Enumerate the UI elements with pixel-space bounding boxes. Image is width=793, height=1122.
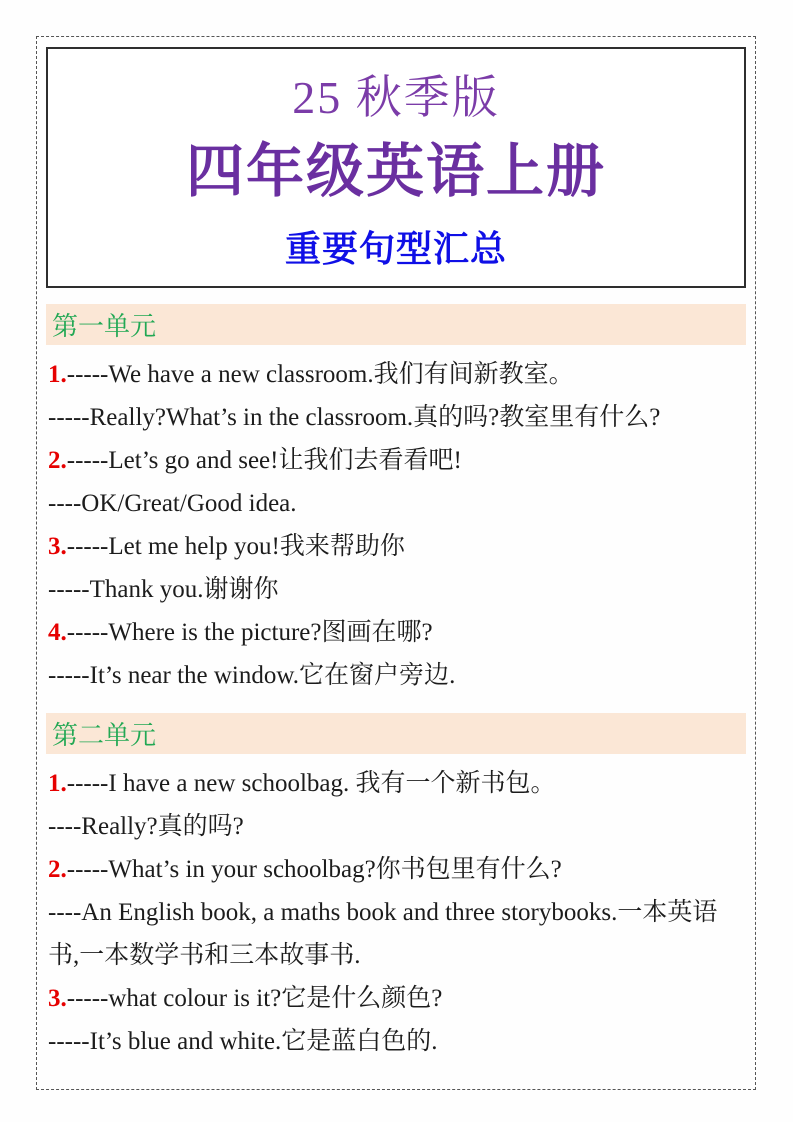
sentence-text: -----what colour is it?它是什么颜色? xyxy=(66,985,443,1012)
item-number: 3. xyxy=(48,533,67,560)
sentence-text: ----Really?真的吗? xyxy=(48,813,244,840)
item-number: 4. xyxy=(48,619,67,646)
book-title: 四年级英语上册 xyxy=(185,139,606,204)
sentence-line xyxy=(46,611,746,654)
sentence-text: -----What’s in your schoolbag?你书包里有什么? xyxy=(66,856,562,883)
edition-title: 25 秋季版 xyxy=(292,72,500,123)
sentence-line xyxy=(46,805,746,848)
sentence-text: -----We have a new classroom.我们有间新教室。 xyxy=(66,361,574,388)
sentence-text: -----It’s blue and white.它是蓝白色的. xyxy=(48,1028,438,1055)
unit-section xyxy=(46,304,746,697)
sentence-line xyxy=(46,762,746,805)
sentence-line xyxy=(46,848,746,891)
item-number: 3. xyxy=(48,985,67,1012)
sentence-text: -----Let’s go and see!让我们去看看吧! xyxy=(66,447,462,474)
sentence-line xyxy=(46,977,746,1020)
sentence-text: ----OK/Great/Good idea. xyxy=(48,490,297,517)
sentence-text: -----Really?What’s in the classroom.真的吗?教室里有什么? xyxy=(48,404,661,431)
sentence-line xyxy=(46,353,746,396)
item-number: 2. xyxy=(48,447,67,474)
sentence-line xyxy=(46,525,746,568)
unit-title-band xyxy=(46,304,746,345)
unit-section xyxy=(46,713,746,1063)
sentence-text: -----Let me help you!我来帮助你 xyxy=(66,533,405,560)
unit-title: 第一单元 xyxy=(52,312,157,341)
item-number: 1. xyxy=(48,361,67,388)
document-header xyxy=(46,47,746,288)
sentence-text: -----Thank you.谢谢你 xyxy=(48,576,279,603)
document-subtitle: 重要句型汇总 xyxy=(284,229,507,269)
sentence-text: ----An English book, a maths book and three storybooks.一本英语书,一本数学书和三本故事书. xyxy=(48,899,718,969)
item-number: 2. xyxy=(48,856,67,883)
sentence-line xyxy=(46,439,746,482)
sentence-text: -----I have a new schoolbag. 我有一个新书包。 xyxy=(66,770,556,797)
unit-title-band xyxy=(46,713,746,754)
unit-title: 第二单元 xyxy=(52,721,157,750)
sentence-line xyxy=(46,891,746,977)
sentence-line xyxy=(46,1020,746,1063)
sentence-line xyxy=(46,482,746,525)
sentence-line xyxy=(46,654,746,697)
sentence-line xyxy=(46,568,746,611)
sentence-text: -----It’s near the window.它在窗户旁边. xyxy=(48,662,456,689)
sentence-text: -----Where is the picture?图画在哪? xyxy=(66,619,433,646)
page-border-frame xyxy=(36,36,756,1090)
sections xyxy=(46,304,746,1063)
sentence-line xyxy=(46,396,746,439)
item-number: 1. xyxy=(48,770,67,797)
